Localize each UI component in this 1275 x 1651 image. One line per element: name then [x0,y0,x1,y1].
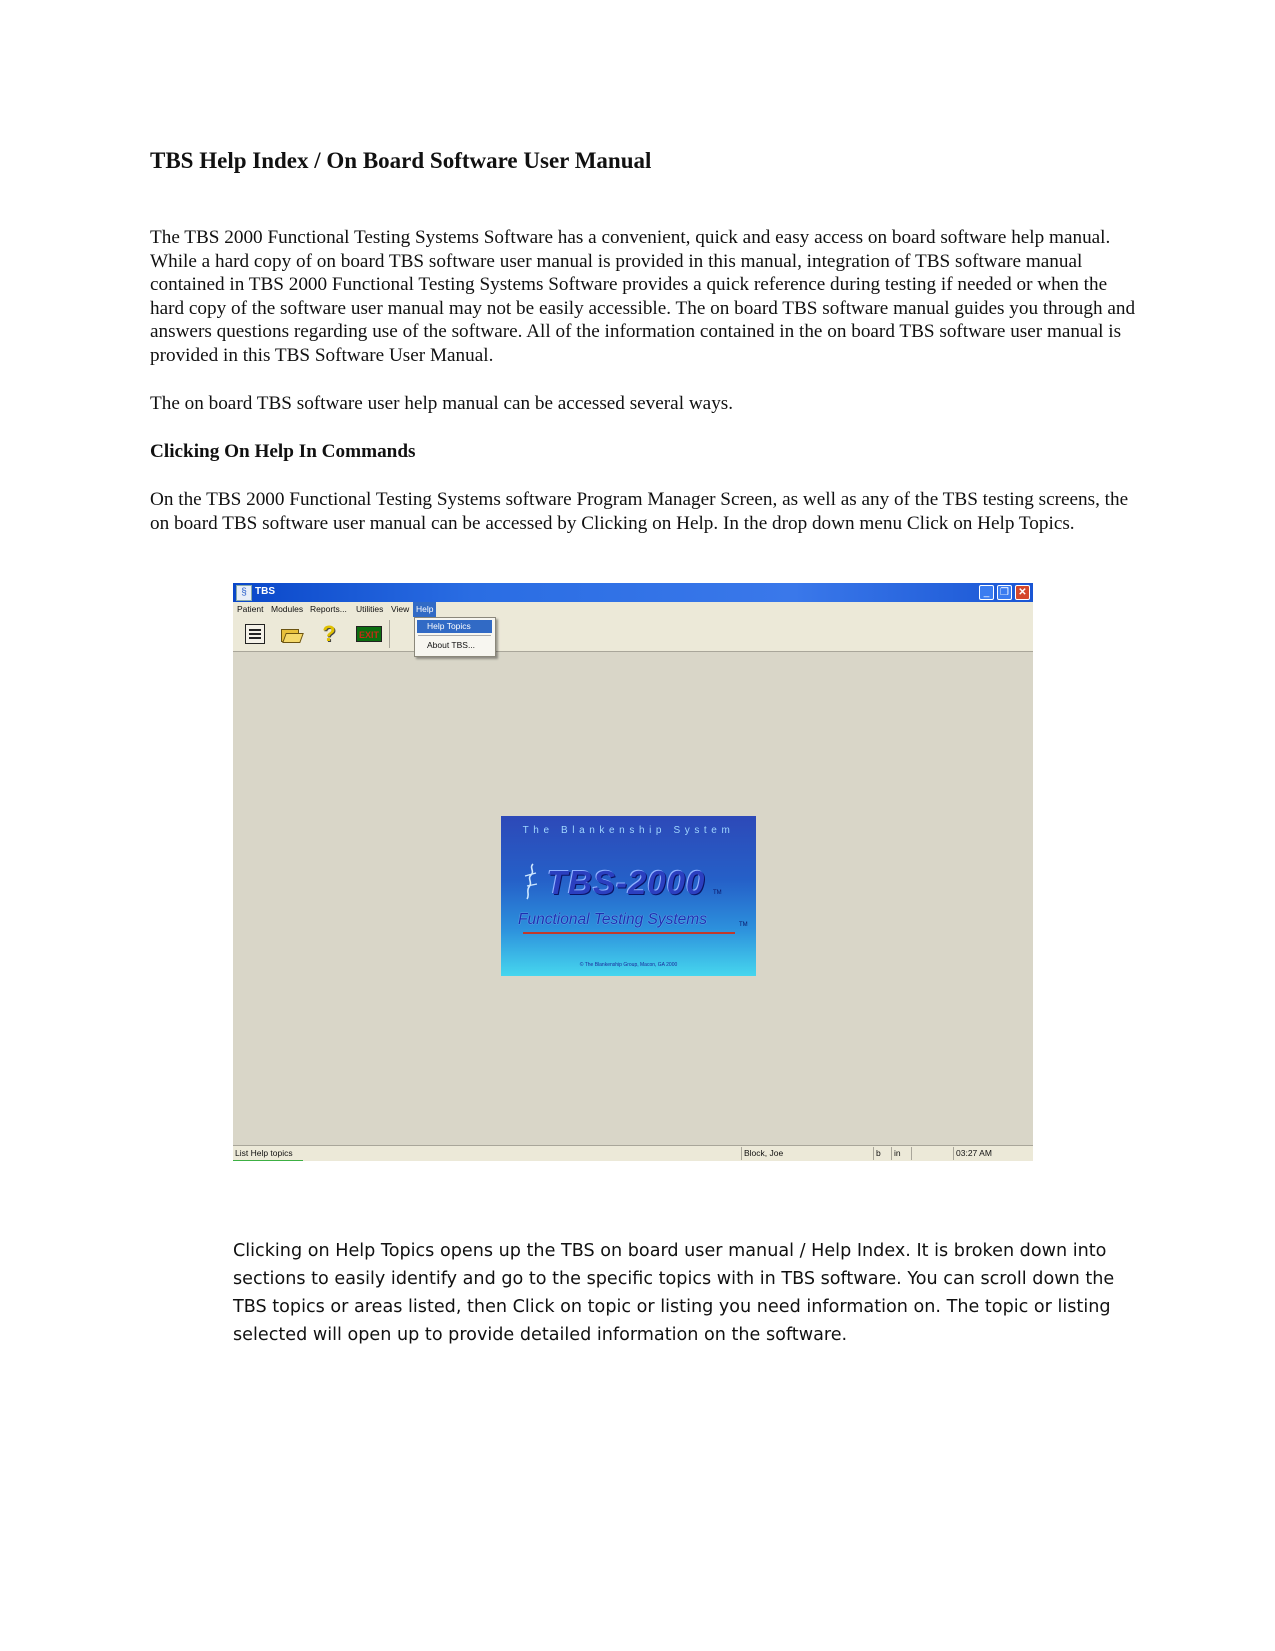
status-pane-in: in [891,1147,909,1160]
menu-item-about[interactable]: About TBS... [427,640,476,650]
status-time: 03:27 AM [953,1147,1031,1160]
exit-button[interactable]: EXIT [356,626,382,642]
splash-product-name: TBS-2000 [547,864,706,901]
menu-view[interactable]: View [391,604,410,614]
menu-patient[interactable]: Patient [237,604,264,614]
status-message: List Help topics [235,1148,293,1158]
status-progress-accent [233,1160,303,1161]
help-topics-paragraph: Clicking on Help Topics opens up the TBS on board user manual / Help Index. It is broken down into sections to easily identify and go to the specific topics with in TBS software. You can scroll down the TBS topics or areas listed, then Click on topic or listing you need information on. The topic or listing selected will open up to provide detailed information on the software. [233,1241,1115,1345]
trademark-mark-2: TM [739,922,748,928]
menu-modules[interactable]: Modules [271,604,304,614]
minimize-button[interactable]: _ [979,585,994,600]
app-icon: § [236,585,252,601]
restore-button[interactable]: ❐ [997,585,1012,600]
open-folder-icon[interactable] [280,624,300,644]
access-paragraph: The on board TBS software user help manual can be accessed several ways. [150,393,734,414]
toolbar [233,617,1033,652]
runner-figure-icon [521,862,541,900]
toolbar-separator [389,620,390,648]
help-dropdown-menu [414,617,496,657]
menu-bar [233,602,1033,617]
trademark-mark: TM [713,890,722,896]
intro-paragraph: The TBS 2000 Functional Testing Systems Software has a convenient, quick and easy access on board software help manual. While a hard copy of on board TBS software user manual is provided in this manual, integration of TBS software manual contained in TBS 2000 Functional Testing Systems Software provides a quick reference during testing if needed or when the hard copy of the software user manual may not be easily accessible. The on board TBS software manual guides you through and answers questions regarding use of the software. All of the information contained in the on board TBS software user manual is provided in this TBS Software User Manual. [150,227,1136,366]
help-menu-paragraph: On the TBS 2000 Functional Testing Systems software Program Manager Screen, as well as any of the TBS testing screens, the on board TBS software user manual can be accessed by Clicking on Help. In the drop down menu Click on Help Topics. [150,489,1129,534]
section-subheading: Clicking On Help In Commands [150,441,416,462]
window-titlebar [233,583,1033,602]
status-bar [233,1145,1033,1161]
splash-subtitle: Functional Testing Systems [518,911,707,928]
splash-underline [523,932,735,934]
status-pane-empty [911,1147,951,1160]
menu-help[interactable]: Help [413,602,436,617]
patient-list-icon[interactable] [245,624,265,644]
status-pane-b: b [873,1147,890,1160]
menu-reports[interactable]: Reports... [310,604,347,614]
close-button[interactable]: ✕ [1015,585,1030,600]
menu-separator [418,635,491,636]
menu-utilities[interactable]: Utilities [356,604,384,614]
splash-tagline: The Blankenship System [522,825,735,836]
status-user: Block, Joe [741,1147,871,1160]
splash-logo-panel [501,816,756,976]
splash-copyright: © The Blankenship Group, Macon, GA 2000 [579,962,678,968]
page-heading: TBS Help Index / On Board Software User Manual [150,148,652,173]
help-question-icon[interactable]: ? [322,621,336,646]
tbs-window-screenshot [233,583,1033,1161]
window-title: TBS [255,586,275,597]
menu-item-help-topics[interactable]: Help Topics [417,620,492,633]
